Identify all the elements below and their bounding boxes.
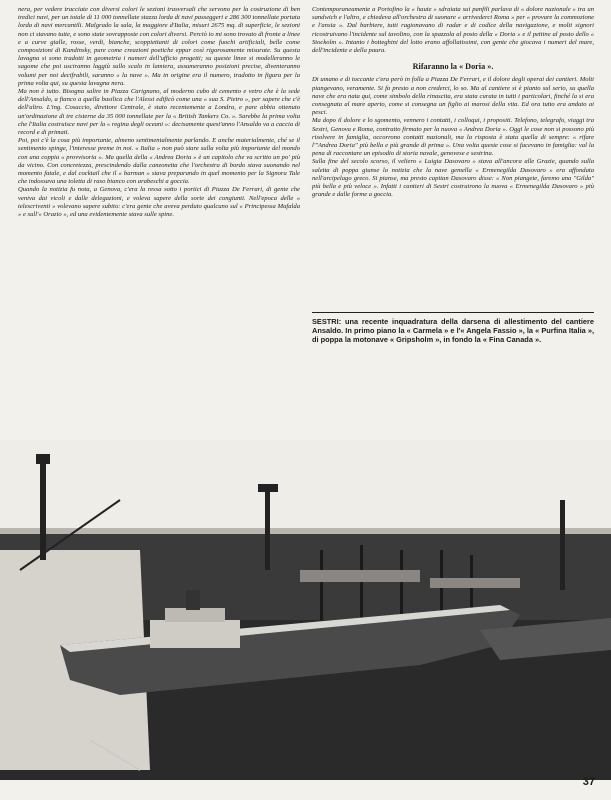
paragraph: nera, per vedere tracciate con diversi colori le sezioni trasversali che servono per la costruzione di ben tredici navi, per un totale di 11 000 tonnellate stazza lorda di navi passeggeri e 286 300 tonnellate portata lorda di navi mercantili. Malgrado la sala, la maggiore d'Italia, misuri 2675 mq. di superficie, le sezioni non ci stavano tutte, e sono state sovrapposte con colori diversi. Perciò io mi sono trovato di fronte a linee e a curve gialle, rosse, verdi, bianche, scoppiettanti di colori come fuochi artificiali, belle come composizioni di Kandinsky, pure come creazioni poetiche eppur così rigorosamente misurate. Su questa lavagna si sono tradotti in geometria i numeri dell'ufficio progetti; su queste linee si modelleranno le sagome che poi usciranno laggiù sullo scalo in lamiera, assumeranno posizioni precise, diventeranno volumi per noi decifrabili, saranno « la nave ». Ma in origine era il numero, tradotto in figura per la prima volta qui, su questa lavagna nera. <box>18 6 300 87</box>
paragraph: Quando la notizia fu nota, a Genova, c'era la ressa sotto i portici di Piazza De Ferrari, di gente che veniva dai vicoli e dalle delegazioni, e voleva sapere della sorte dei congiunti. Nell'epoca delle « telescriventi » volevano sapere subito: c'era gente che aveva perduto qualcuno sul « Principessa Mafalda » e sull'« Orazio », ed una evidentemente stava sulle spine. <box>18 186 300 219</box>
paragraph: Poi, poi c'è la cosa più importante, almeno sentimentalmente parlando. E anche materialmente, ché se il sentimento spinge, l'interesse preme in noi. « Italia » non può stare sulla volta più importante del mondo con una coppia « provvisoria ». Ma quella della « Andrea Doria » è un capitolo che va scritto un po' più da vicino. Con concretezza, prescindendo dalla canzonetta che l'orchestra di bordo stava suonando nel momento fatale, e dal cocktail che il « barman » stava preparando in quel momento per la Signora Tale che indossava una toletta di raso bianco con arabeschi a goccia. <box>18 137 300 186</box>
paragraph: Ma non è tutto. Bisogna salire in Piazza Carignano, al moderno cubo di cemento e vetro che è la sede dell'Ansaldo, a fianco a quella basilica che l'Alessi edificò come una « sua S. Pietro », per sapere che c'è dell'altro. L'ing. Cosaccio, direttore Centrale, è stato recentemente a Londra, e pare abbia ottenuto un'ordinazione di tre cisterne da 35 000 tonnellate per la « British Tankers Co. ». Sarebbe la prima volta che l'Italia costruisce navi per la « regina degli oceani »: decisamente quest'anno l'Ansaldo va a caccia di record e di primati. <box>18 88 300 137</box>
page-number: 37 <box>582 776 595 788</box>
shipyard-photo <box>0 440 611 780</box>
paragraph: Di umano e di toccante c'era però in folla a Piazza De Ferrari, e il dolore degli operai dei cantieri. Molti piangevano, veramente. Si fa presto a non crederci, lo so. Ma al cantiere si è pianto sul serio, su quella nave che era nata qui, come simbolo della rinascita, era stata curata in tutti i particolari, finché la si era consegnata al mare aperto, come si consegna un figlio ai marosi della vita. Ed ora tutto era andato ai pesci. <box>312 76 594 117</box>
paragraph: Ma dopo il dolore e lo sgomento, vennero i contatti, i colloqui, i propositi. Telefono, telegrafo, viaggi tra Sestri, Genova e Roma, contratto firmato per la nuova « Andrea Doria ». Oggi le cose non si possono più risolvere in famiglia, occorrono contatti nazionali, ma la risposta è stata quella di sempre: « rifare l'"Andrea Doria" più bella e più grande di prima ». Una volta queste cose si facevano in famiglia: val la pena di raccontare un episodio di storia navale, genovese e sestrina. <box>312 117 594 158</box>
shipyard-illustration <box>0 440 611 780</box>
paragraph: Sulla fine del secolo scorso, il veliero « Luigia Dasovaro » stava all'ancora alle Grazie, quando sulla saletta di poppa giunse la notizia che la nave gemella « Ermenegilda Dasovaro » era affondata nell'arcipelago greco. Si pianse, ma presto capitan Dasovaro disse: « Non piangete, faremo una "Gilda" più bella e più veloce ». Infatti i cantieri di Sestri costruirono la nuova « Ermenegilda Dasovaro » più grande e dalle forme a goccia. <box>312 158 594 199</box>
caption-divider <box>312 312 594 313</box>
left-text-column <box>18 6 300 219</box>
photo-caption: SESTRI: una recente inquadratura della darsena di allestimento del cantiere Ansaldo. In primo piano la « Carmela » e l'« Angela Fassio », la « Purfina Italia », di poppa la motonave « Gripsholm », in fondo la « Fina Canada ». <box>312 317 594 345</box>
section-heading: Rifaranno la « Doria ». <box>412 62 494 72</box>
right-text-column <box>312 6 594 199</box>
paragraph: Contemporaneamente a Portofino la « haute » sdraiata sui panfili parlava di « dolore nazionale » tra un sandwich e l'altro, e chiedeva all'orchestra di suonare « arrivederci Roma » per « provare la commozione e l'ansia ». Dal barbiere, tutti ragionavano di radar e di codice della navigazione, e molti signori ricostruivano l'incidente sul tavolino, con la spazzola al posto della « Doria » e il pettine al posto dello « Stockolm ». Intanto i botteghini del lotto erano affollatissimi, con gente che giocava i numeri del mare, dell'incidente e della paura. <box>312 6 594 55</box>
